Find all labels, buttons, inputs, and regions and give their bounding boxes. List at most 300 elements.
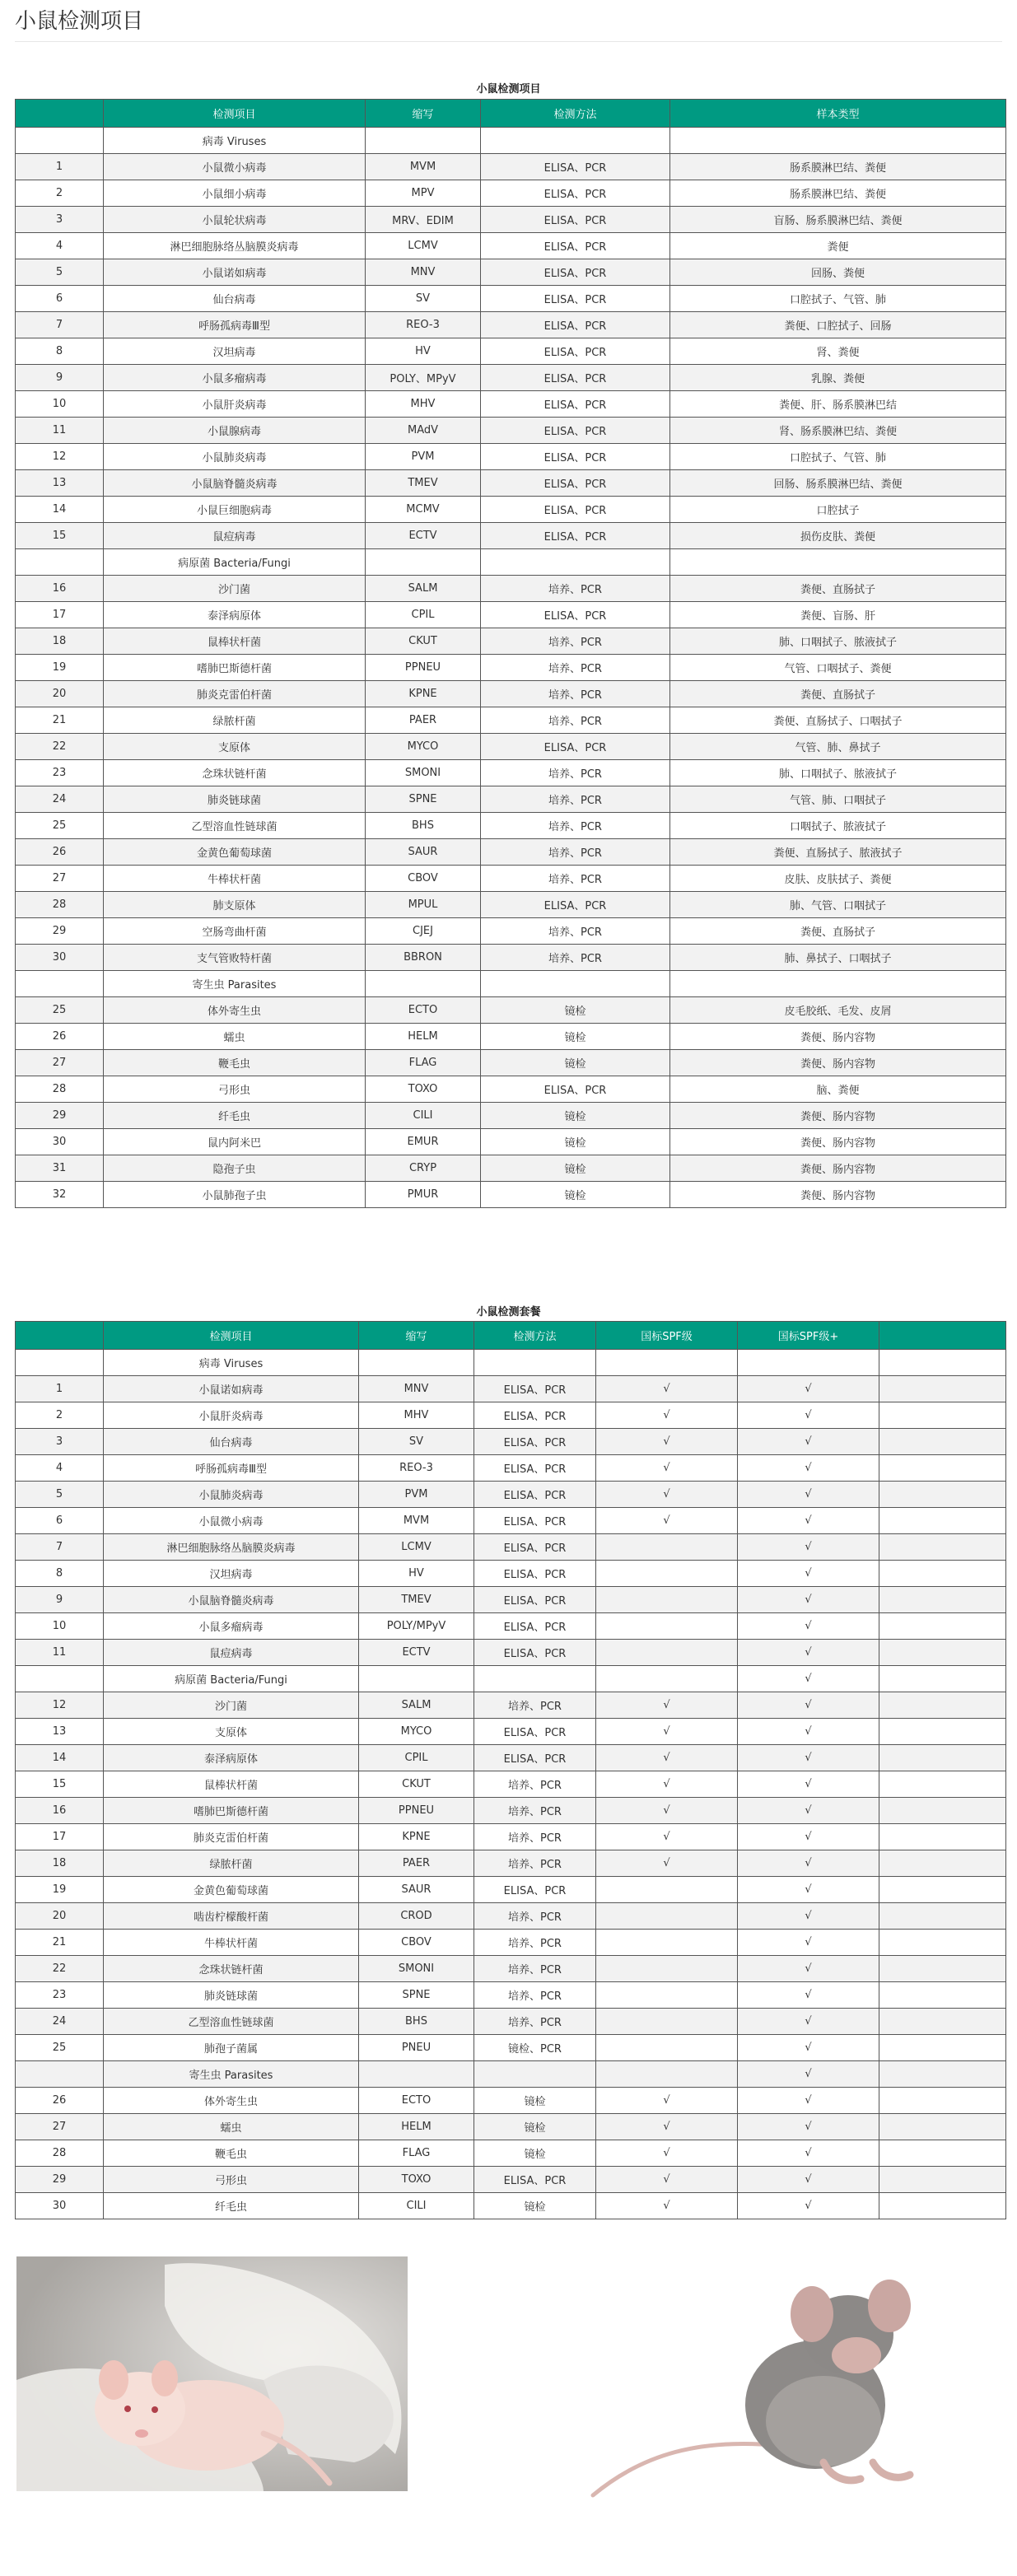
table2-cell: √ (738, 1877, 879, 1903)
table2-cell: √ (596, 2167, 738, 2193)
table2-row (16, 1402, 1006, 1429)
title-divider (15, 41, 1002, 42)
table1-cell: 10 (16, 391, 104, 418)
table2-cell: 牛棒状杆菌 (104, 1930, 359, 1956)
table2-cell: 3 (16, 1429, 104, 1455)
table1-cell: 镜检 (481, 1182, 670, 1208)
table2-cell: √ (738, 1429, 879, 1455)
table1-cell: 嗜肺巴斯德杆菌 (104, 655, 366, 681)
table2-cell: 培养、PCR (474, 1798, 596, 1824)
table2-cell: 泰泽病原体 (104, 1745, 359, 1771)
table1-cell: 2 (16, 180, 104, 207)
table2-cell (879, 2140, 1006, 2167)
table1-cell: 镜检 (481, 1103, 670, 1129)
table2-row (16, 1455, 1006, 1482)
table2-row (16, 1903, 1006, 1930)
table2-cell (879, 2035, 1006, 2061)
table1-cell: 淋巴细胞脉络丛脑膜炎病毒 (104, 233, 366, 259)
table1-cell: 金黄色葡萄球菌 (104, 839, 366, 866)
table1-cell: 粪便、口腔拭子、回肠 (670, 312, 1006, 338)
table1-header-cell (16, 100, 104, 128)
table2-cell (879, 1903, 1006, 1930)
table2-cell: √ (596, 1824, 738, 1850)
table2-cell: 27 (16, 2114, 104, 2140)
table2-cell: ECTV (359, 1640, 474, 1666)
table1-cell: 27 (16, 1050, 104, 1076)
table1-row (16, 1155, 1006, 1182)
table1-cell: ELISA、PCR (481, 602, 670, 628)
table1-cell: 皮肤、皮肤拭子、粪便 (670, 866, 1006, 892)
table1-row (16, 918, 1006, 945)
table2-cell (879, 1982, 1006, 2009)
table2-cell: √ (738, 1798, 879, 1824)
table2-cell: √ (596, 1482, 738, 1508)
table1-cell: 支原体 (104, 734, 366, 760)
table2-row (16, 1666, 1006, 1692)
table1-row (16, 971, 1006, 997)
table1-cell: 绿脓杆菌 (104, 707, 366, 734)
table2-cell (879, 1482, 1006, 1508)
table2-cell (879, 1561, 1006, 1587)
table1-cell: 镜检 (481, 1155, 670, 1182)
table1-cell: 肠系膜淋巴结、粪便 (670, 180, 1006, 207)
table2-cell (879, 1798, 1006, 1824)
table2-cell: √ (596, 2193, 738, 2219)
table1-cell: 25 (16, 997, 104, 1024)
table2-cell: √ (738, 1482, 879, 1508)
table2-cell: 培养、PCR (474, 1824, 596, 1850)
table2-cell (879, 2009, 1006, 2035)
table2-cell: 25 (16, 2035, 104, 2061)
table1-cell: 培养、PCR (481, 813, 670, 839)
table1-cell: 32 (16, 1182, 104, 1208)
table1-cell: ELISA、PCR (481, 444, 670, 470)
table2-cell: √ (738, 2140, 879, 2167)
table1-cell: 28 (16, 1076, 104, 1103)
table2-cell (359, 1350, 474, 1376)
table2-cell: 18 (16, 1850, 104, 1877)
table2-cell (879, 1877, 1006, 1903)
table2-cell: 28 (16, 2140, 104, 2167)
table2-cell: √ (738, 1956, 879, 1982)
table2-cell: 仙台病毒 (104, 1429, 359, 1455)
table2-cell: 23 (16, 1982, 104, 2009)
table1-cell: 18 (16, 628, 104, 655)
table2-header-cell: 缩写 (359, 1322, 474, 1350)
table2-row (16, 1850, 1006, 1877)
table2-cell: 弓形虫 (104, 2167, 359, 2193)
table2-cell: ELISA、PCR (474, 2167, 596, 2193)
table1-row (16, 707, 1006, 734)
table2-cell: √ (738, 1534, 879, 1561)
table1-row (16, 523, 1006, 549)
table1-row (16, 180, 1006, 207)
table1-cell: 肠系膜淋巴结、粪便 (670, 154, 1006, 180)
table1-cell: 肺炎克雷伯杆菌 (104, 681, 366, 707)
table1-cell: 蠕虫 (104, 1024, 366, 1050)
table2-row (16, 2167, 1006, 2193)
table1-row (16, 1024, 1006, 1050)
table2-cell: CPIL (359, 1745, 474, 1771)
table1-row (16, 207, 1006, 233)
table2-cell (596, 2009, 738, 2035)
table2-row (16, 1561, 1006, 1587)
table2-cell (879, 1350, 1006, 1376)
table2-cell: 镜检、PCR (474, 2035, 596, 2061)
table2-cell: 金黄色葡萄球菌 (104, 1877, 359, 1903)
table1-cell: 肾、肠系膜淋巴结、粪便 (670, 418, 1006, 444)
table1-cell: 培养、PCR (481, 760, 670, 786)
table2-cell (879, 2114, 1006, 2140)
table1-cell: 皮毛胶纸、毛发、皮屑 (670, 997, 1006, 1024)
table2-cell: ELISA、PCR (474, 1640, 596, 1666)
table2-cell: ELISA、PCR (474, 1877, 596, 1903)
table2-cell (596, 1877, 738, 1903)
table2-cell: CILI (359, 2193, 474, 2219)
table1-cell: 体外寄生虫 (104, 997, 366, 1024)
table1-cell: 盲肠、肠系膜淋巴结、粪便 (670, 207, 1006, 233)
table2-cell: ELISA、PCR (474, 1587, 596, 1613)
table2-cell: 13 (16, 1719, 104, 1745)
table1-cell: 病毒 Viruses (104, 128, 366, 154)
table2-cell: MVM (359, 1508, 474, 1534)
table1-cell: 6 (16, 286, 104, 312)
table2-cell (474, 1350, 596, 1376)
table2-cell (879, 1930, 1006, 1956)
table1-cell: 19 (16, 655, 104, 681)
table1-cell: ELISA、PCR (481, 259, 670, 286)
table2-cell: √ (738, 1455, 879, 1482)
table1-row (16, 1129, 1006, 1155)
table2-row (16, 1745, 1006, 1771)
table1-header-cell: 缩写 (366, 100, 481, 128)
table2-cell: 乙型溶血性链球菌 (104, 2009, 359, 2035)
table1-cell: MPUL (366, 892, 481, 918)
table1-caption: 小鼠检测项目 (476, 83, 541, 96)
table2-cell: 肺炎克雷伯杆菌 (104, 1824, 359, 1850)
table2-cell (596, 1613, 738, 1640)
table1-row (16, 1103, 1006, 1129)
table2-cell: 培养、PCR (474, 1930, 596, 1956)
table1-cell: ELISA、PCR (481, 154, 670, 180)
table2-cell: 小鼠诺如病毒 (104, 1376, 359, 1402)
table1-cell: 粪便、肠内容物 (670, 1129, 1006, 1155)
table1-row (16, 154, 1006, 180)
table1-cell: 培养、PCR (481, 945, 670, 971)
table1-cell: 23 (16, 760, 104, 786)
table1-cell: MCMV (366, 497, 481, 523)
table2-cell: 20 (16, 1903, 104, 1930)
table1-cell (16, 128, 104, 154)
table1-row (16, 418, 1006, 444)
table2-cell: ELISA、PCR (474, 1402, 596, 1429)
table1-row (16, 365, 1006, 391)
table2-cell: √ (738, 2035, 879, 2061)
table2-row (16, 1376, 1006, 1402)
table2-cell: 镜检 (474, 2114, 596, 2140)
table1-cell (366, 128, 481, 154)
table2-cell (16, 1666, 104, 1692)
table2-row (16, 2140, 1006, 2167)
table1-cell: 肾、粪便 (670, 338, 1006, 365)
table2-cell: ELISA、PCR (474, 1719, 596, 1745)
table1-cell: 支气管败特杆菌 (104, 945, 366, 971)
table2-cell (596, 1561, 738, 1587)
table2-cell: PNEU (359, 2035, 474, 2061)
table1-row (16, 1182, 1006, 1208)
table1-cell (16, 971, 104, 997)
table1-cell: 小鼠腺病毒 (104, 418, 366, 444)
table1-cell: MAdV (366, 418, 481, 444)
table1-cell: 气管、口咽拭子、粪便 (670, 655, 1006, 681)
table1-cell: SMONI (366, 760, 481, 786)
table2-cell: SV (359, 1429, 474, 1455)
table1-cell: 空肠弯曲杆菌 (104, 918, 366, 945)
table1-cell: CPIL (366, 602, 481, 628)
table2-cell (474, 1666, 596, 1692)
table2-row (16, 2088, 1006, 2114)
table2-cell (879, 1508, 1006, 1534)
table2-cell: 21 (16, 1930, 104, 1956)
table1-cell: 小鼠肺炎病毒 (104, 444, 366, 470)
table2-cell (16, 2061, 104, 2088)
table2-cell: √ (738, 1745, 879, 1771)
table1-cell: 粪便、直肠拭子 (670, 681, 1006, 707)
table1-cell: 30 (16, 945, 104, 971)
table1-cell: ELISA、PCR (481, 338, 670, 365)
table2-cell: √ (596, 1429, 738, 1455)
table2-cell (359, 1666, 474, 1692)
table1-row (16, 444, 1006, 470)
table2-cell: 培养、PCR (474, 1956, 596, 1982)
table1-cell: 粪便、肠内容物 (670, 1050, 1006, 1076)
table1-cell: MVM (366, 154, 481, 180)
table1-cell: ELISA、PCR (481, 312, 670, 338)
table2-cell: √ (738, 2009, 879, 2035)
table2-cell: √ (738, 1692, 879, 1719)
table1-cell: 小鼠细小病毒 (104, 180, 366, 207)
table1-cell: ELISA、PCR (481, 180, 670, 207)
table1-cell: 15 (16, 523, 104, 549)
table2-caption: 小鼠检测套餐 (476, 1306, 541, 1318)
table1-row (16, 1076, 1006, 1103)
table1-cell (366, 549, 481, 576)
table2-cell: 镜检 (474, 2140, 596, 2167)
table1-cell: 泰泽病原体 (104, 602, 366, 628)
table2-cell (879, 1376, 1006, 1402)
table2-cell: TMEV (359, 1587, 474, 1613)
table2-cell: √ (596, 2140, 738, 2167)
table1-cell: 粪便、盲肠、肝 (670, 602, 1006, 628)
table1-cell: 3 (16, 207, 104, 233)
table2-cell: √ (738, 1719, 879, 1745)
table1-cell: 纤毛虫 (104, 1103, 366, 1129)
table2-cell: 2 (16, 1402, 104, 1429)
table2-cell: REO-3 (359, 1455, 474, 1482)
table2-row (16, 1613, 1006, 1640)
table2-cell (474, 2061, 596, 2088)
table2-cell: √ (596, 1798, 738, 1824)
table2-cell: KPNE (359, 1824, 474, 1850)
table1-cell: CJEJ (366, 918, 481, 945)
table1-cell: 口腔拭子、气管、肺 (670, 444, 1006, 470)
table2-cell: √ (738, 1561, 879, 1587)
table2-cell: ELISA、PCR (474, 1429, 596, 1455)
table2-cell: CBOV (359, 1930, 474, 1956)
table2-cell: 培养、PCR (474, 1771, 596, 1798)
table2-cell: √ (738, 2061, 879, 2088)
table1-cell: FLAG (366, 1050, 481, 1076)
table2-cell: BHS (359, 2009, 474, 2035)
table1-cell: 小鼠肺孢子虫 (104, 1182, 366, 1208)
table1-cell: 12 (16, 444, 104, 470)
table1-cell: REO-3 (366, 312, 481, 338)
table2-cell: ECTO (359, 2088, 474, 2114)
table1-cell: 27 (16, 866, 104, 892)
table1-cell: ELISA、PCR (481, 892, 670, 918)
table1-cell: 鼠棒状杆菌 (104, 628, 366, 655)
table1-cell: LCMV (366, 233, 481, 259)
table2-cell: √ (738, 2114, 879, 2140)
table1-cell: ELISA、PCR (481, 418, 670, 444)
table1-cell: 回肠、粪便 (670, 259, 1006, 286)
table1-cell: ELISA、PCR (481, 286, 670, 312)
table1-cell (670, 128, 1006, 154)
table1-row (16, 786, 1006, 813)
table1-cell: 26 (16, 839, 104, 866)
table2-cell: √ (596, 1455, 738, 1482)
table2-cell: 培养、PCR (474, 1850, 596, 1877)
table2-cell: √ (596, 1376, 738, 1402)
table1-cell: 29 (16, 1103, 104, 1129)
table2-cell: ELISA、PCR (474, 1482, 596, 1508)
table1-cell: 肺炎链球菌 (104, 786, 366, 813)
table1-cell: 呼肠孤病毒Ⅲ型 (104, 312, 366, 338)
table2-cell: 11 (16, 1640, 104, 1666)
table1-row (16, 866, 1006, 892)
table1-row (16, 286, 1006, 312)
table2-cell: 念珠状链杆菌 (104, 1956, 359, 1982)
table1-header-cell: 样本类型 (670, 100, 1006, 128)
table1-cell: 念珠状链杆菌 (104, 760, 366, 786)
table1-cell: BHS (366, 813, 481, 839)
table2-cell: √ (738, 1640, 879, 1666)
table2-row (16, 1482, 1006, 1508)
table1-cell: 鼠内阿米巴 (104, 1129, 366, 1155)
table2-cell (879, 2193, 1006, 2219)
table2-cell: √ (738, 1508, 879, 1534)
table1-cell: 20 (16, 681, 104, 707)
table1-header-cell: 检测项目 (104, 100, 366, 128)
table1-cell: 粪便、肠内容物 (670, 1182, 1006, 1208)
table1-row (16, 813, 1006, 839)
table2-cell: 病原菌 Bacteria/Fungi (104, 1666, 359, 1692)
table1-cell: 镜检 (481, 1050, 670, 1076)
table2-cell: 病毒 Viruses (104, 1350, 359, 1376)
table2-cell: SMONI (359, 1956, 474, 1982)
table1-cell: 28 (16, 892, 104, 918)
table1-cell: 小鼠肝炎病毒 (104, 391, 366, 418)
table2-cell (879, 1824, 1006, 1850)
table2-cell: 呼肠孤病毒Ⅲ型 (104, 1455, 359, 1482)
grey-mouse-photo (576, 2256, 963, 2504)
table2-cell: √ (596, 1402, 738, 1429)
table1-cell: 培养、PCR (481, 707, 670, 734)
table2-cell (879, 2061, 1006, 2088)
table2-cell: 培养、PCR (474, 1903, 596, 1930)
table1-cell: 7 (16, 312, 104, 338)
table1-cell: 气管、肺、鼻拭子 (670, 734, 1006, 760)
table1-row (16, 128, 1006, 154)
table2-cell: 6 (16, 1508, 104, 1534)
table2-cell: √ (738, 1376, 879, 1402)
table1-cell: 14 (16, 497, 104, 523)
table1-cell: 仙台病毒 (104, 286, 366, 312)
table1-row (16, 1050, 1006, 1076)
table2-cell: ELISA、PCR (474, 1534, 596, 1561)
table2-cell: 小鼠多瘤病毒 (104, 1613, 359, 1640)
table2-cell: √ (738, 1824, 879, 1850)
table1-row (16, 259, 1006, 286)
table2-cell: 10 (16, 1613, 104, 1640)
table1-cell: SAUR (366, 839, 481, 866)
table2-cell: CKUT (359, 1771, 474, 1798)
table1-cell (366, 971, 481, 997)
table1-cell: 13 (16, 470, 104, 497)
table1-cell: 30 (16, 1129, 104, 1155)
table1-cell: HV (366, 338, 481, 365)
table1-cell: 培养、PCR (481, 576, 670, 602)
table1-cell: 培养、PCR (481, 655, 670, 681)
table2-cell (879, 1640, 1006, 1666)
table1-cell: 24 (16, 786, 104, 813)
table2-cell: 24 (16, 2009, 104, 2035)
table2-cell: SAUR (359, 1877, 474, 1903)
table2-cell: MHV (359, 1402, 474, 1429)
table2-cell: 嗜肺巴斯德杆菌 (104, 1798, 359, 1824)
table1-row (16, 945, 1006, 971)
table1-cell: PAER (366, 707, 481, 734)
table1-cell: 31 (16, 1155, 104, 1182)
table2-cell: PPNEU (359, 1798, 474, 1824)
table1-header-row (16, 100, 1006, 128)
nude-mouse-illustration (16, 2256, 408, 2491)
table1-cell: 气管、肺、口咽拭子 (670, 786, 1006, 813)
table1-cell: 21 (16, 707, 104, 734)
table2-cell (596, 1640, 738, 1666)
table1-cell: 培养、PCR (481, 681, 670, 707)
table1-cell: 8 (16, 338, 104, 365)
table2-row (16, 1877, 1006, 1903)
table1-cell: ELISA、PCR (481, 1076, 670, 1103)
table2-row (16, 1534, 1006, 1561)
table1-cell (481, 971, 670, 997)
table2-header-cell (16, 1322, 104, 1350)
table1-cell: 小鼠多瘤病毒 (104, 365, 366, 391)
table2-cell (879, 1587, 1006, 1613)
table2-cell (359, 2061, 474, 2088)
table2-cell: PAER (359, 1850, 474, 1877)
table1-cell: 粪便、直肠拭子、口咽拭子 (670, 707, 1006, 734)
table1-cell: 脑、粪便 (670, 1076, 1006, 1103)
table2-row (16, 1350, 1006, 1376)
table2-cell: 小鼠微小病毒 (104, 1508, 359, 1534)
table2-cell: √ (738, 2193, 879, 2219)
table1-cell: ECTV (366, 523, 481, 549)
table2-cell: √ (596, 1745, 738, 1771)
table2-cell: √ (738, 1850, 879, 1877)
table1-cell: MNV (366, 259, 481, 286)
